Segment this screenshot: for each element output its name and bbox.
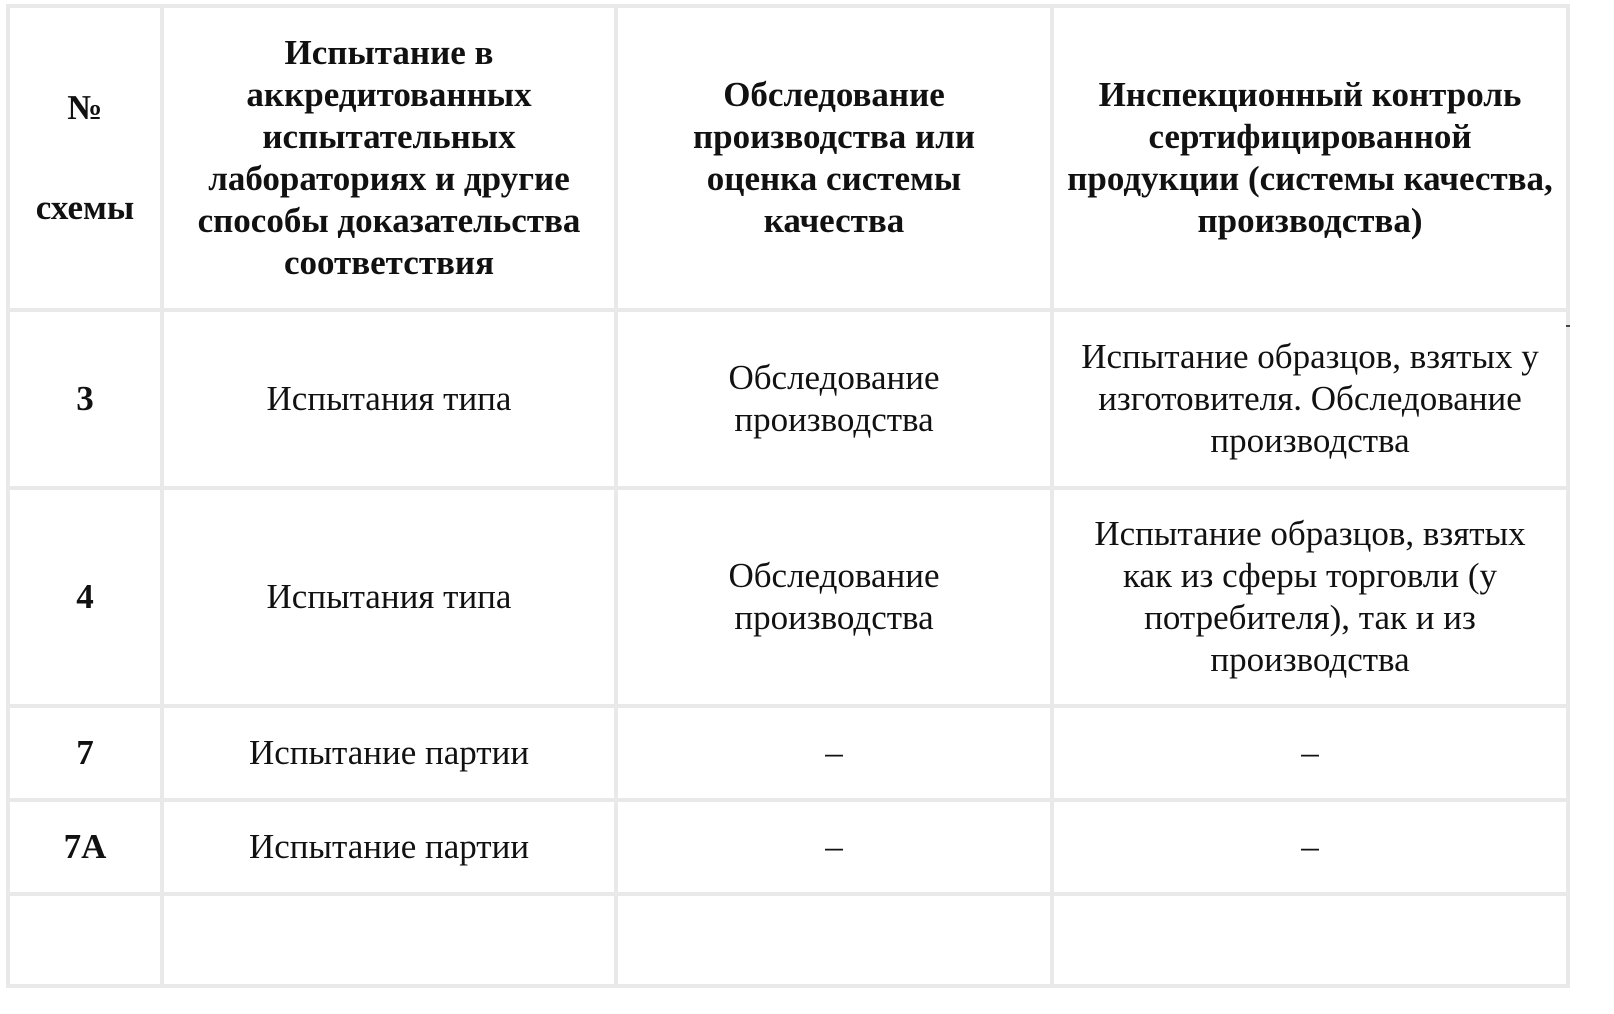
header-testing: Испытание в аккредитованных испытательных лабораториях и другие способы доказательства соответствия (162, 6, 616, 310)
table-row (8, 800, 1568, 894)
survey-cell: Обследование производства (616, 488, 1052, 706)
survey-cell: – (616, 706, 1052, 800)
testing-cell: Испытание партии (162, 706, 616, 800)
edge-mark (1566, 325, 1570, 327)
header-survey: Обследование производства или оценка системы качества (616, 6, 1052, 310)
header-inspection: Инспекционный контроль сертифицированной продукции (системы качества, производства) (1052, 6, 1568, 310)
inspection-cell: – (1052, 706, 1568, 800)
inspection-cell: Испытание образцов, взятых у изготовителя. Обследование производства (1052, 310, 1568, 488)
certification-schemes-table (6, 4, 1570, 988)
testing-cell: Испытания типа (162, 310, 616, 488)
survey-cell (616, 894, 1052, 986)
testing-cell: Испытание партии (162, 800, 616, 894)
table-row (8, 310, 1568, 488)
inspection-cell (1052, 894, 1568, 986)
inspection-cell: – (1052, 800, 1568, 894)
header-scheme-number-line2: схемы (35, 188, 135, 227)
scheme-number-cell: 3 (8, 310, 162, 488)
survey-cell: – (616, 800, 1052, 894)
testing-cell (162, 894, 616, 986)
table-row (8, 706, 1568, 800)
scheme-number-cell: 4 (8, 488, 162, 706)
scheme-number-cell: 7А (8, 800, 162, 894)
scheme-number-cell (8, 894, 162, 986)
scheme-number-cell: 7 (8, 706, 162, 800)
table-row (8, 894, 1568, 986)
testing-cell: Испытания типа (162, 488, 616, 706)
survey-cell: Обследование производства (616, 310, 1052, 488)
table-header-row (8, 6, 1568, 310)
inspection-cell: Испытание образцов, взятых как из сферы торговли (у потребителя), так и из производства (1052, 488, 1568, 706)
header-scheme-number (8, 6, 162, 310)
header-scheme-number-line1: № (67, 88, 103, 127)
table-row (8, 488, 1568, 706)
